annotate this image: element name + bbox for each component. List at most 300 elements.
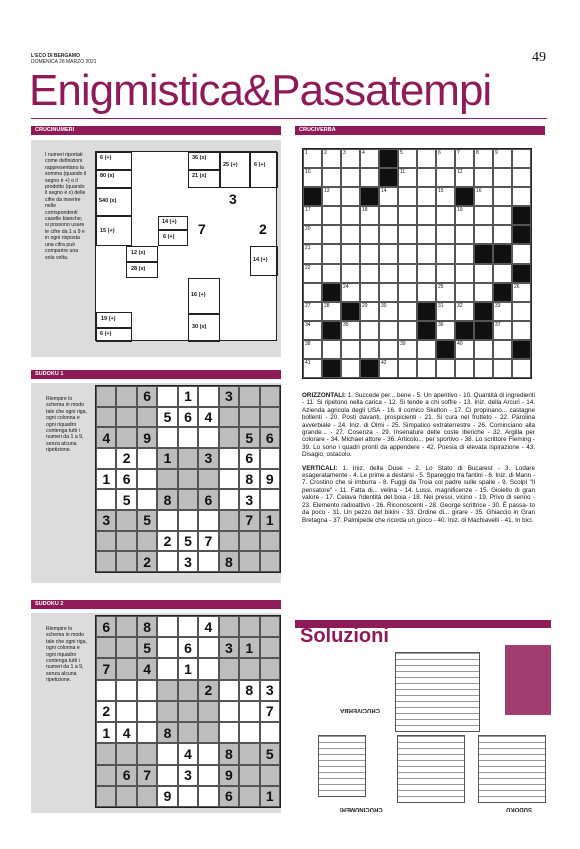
crossword-cell[interactable]	[322, 206, 341, 225]
sudoku-cell: 1	[260, 510, 280, 531]
crossword-black-cell	[417, 321, 436, 340]
sudoku-cell[interactable]	[116, 743, 136, 764]
crossword-cell[interactable]	[512, 168, 531, 187]
crossword-cell[interactable]	[398, 206, 417, 225]
crossword-cell[interactable]: 12	[455, 168, 474, 187]
crossword-cell[interactable]	[474, 283, 493, 302]
sudoku-cell[interactable]	[96, 786, 116, 807]
crossword-black-cell	[360, 359, 379, 378]
crossword-black-cell	[512, 264, 531, 283]
crossword-cell[interactable]	[512, 244, 531, 263]
sudoku-cell[interactable]	[239, 765, 259, 786]
sudoku-cell: 8	[219, 551, 239, 572]
sudoku-cell[interactable]	[260, 448, 280, 469]
crossword-cell[interactable]: 41	[303, 359, 322, 378]
crossword-cell[interactable]	[341, 168, 360, 187]
crossword-cell[interactable]	[322, 340, 341, 359]
sudoku-cell[interactable]	[239, 386, 259, 407]
sudoku-cell[interactable]	[116, 407, 136, 428]
sudoku-cell[interactable]	[219, 722, 239, 743]
crossword-cell[interactable]	[455, 244, 474, 263]
sudoku-cell[interactable]	[157, 427, 177, 448]
sudoku-cell[interactable]	[239, 531, 259, 552]
clue-box: 15 (+)	[96, 216, 132, 246]
sudoku-cell[interactable]	[96, 386, 116, 407]
crossword-cell[interactable]	[474, 206, 493, 225]
sudoku-cell: 4	[116, 722, 136, 743]
sudoku-cell[interactable]	[157, 616, 177, 637]
crossword-cell[interactable]: 34	[303, 321, 322, 340]
clue-box: 16 (+)	[188, 278, 220, 314]
crossword-cell[interactable]	[474, 168, 493, 187]
clue-box: 30 (x)	[188, 314, 220, 342]
crossword-cell[interactable]	[436, 359, 455, 378]
sudoku-cell: 1	[178, 386, 198, 407]
clue-box: 36 (x)	[188, 152, 220, 170]
crossword-cell[interactable]	[360, 283, 379, 302]
crossword-cell[interactable]	[379, 244, 398, 263]
clue-box: 14 (+)	[158, 216, 188, 230]
section-sudoku-1: SUDOKU 1	[31, 370, 281, 379]
solution-sudoku-2	[478, 735, 546, 803]
sudoku-cell[interactable]	[178, 489, 198, 510]
sudoku-cell[interactable]	[260, 722, 280, 743]
clues-across	[302, 392, 535, 459]
crossword-cell[interactable]	[417, 244, 436, 263]
clues-down-heading: VERTICALI:	[302, 464, 338, 472]
crossword-cell[interactable]: 20	[303, 225, 322, 244]
sudoku-cell: 2	[137, 551, 157, 572]
clue-box: 28 (x)	[126, 262, 158, 278]
sudoku-cell[interactable]	[96, 765, 116, 786]
crossword-cell[interactable]: 3	[341, 149, 360, 168]
crossword-cell[interactable]	[436, 206, 455, 225]
crossword-cell[interactable]	[417, 206, 436, 225]
sudoku-cell: 5	[157, 407, 177, 428]
crossword-cell[interactable]: 7	[455, 149, 474, 168]
sudoku-cell[interactable]	[198, 469, 218, 490]
crossword-cell[interactable]	[493, 168, 512, 187]
clue-box: 21 (x)	[188, 170, 220, 188]
sudoku-cell[interactable]	[219, 489, 239, 510]
sudoku-cell[interactable]	[96, 489, 116, 510]
sudoku-cell: 9	[219, 765, 239, 786]
crossword-cell[interactable]: 40	[455, 340, 474, 359]
crossword-black-cell	[493, 244, 512, 263]
sudoku-cell[interactable]	[157, 469, 177, 490]
crossword-cell[interactable]	[493, 225, 512, 244]
sudoku-cell[interactable]	[198, 765, 218, 786]
sudoku-cell[interactable]	[96, 448, 116, 469]
crossword-black-cell	[322, 359, 341, 378]
sudoku-cell[interactable]	[239, 551, 259, 572]
sudoku-cell[interactable]	[178, 786, 198, 807]
crossword-cell[interactable]: 33	[493, 302, 512, 321]
sudoku-cell[interactable]	[137, 531, 157, 552]
sudoku-cell: 3	[96, 510, 116, 531]
sudoku-cell[interactable]	[116, 531, 136, 552]
clues-down-text: 1. Iniz. della Duse - 2. Lo Stato di Bucarest - 3. Lodare esageratamente - 4. Le prime a destarsi - 5. Spareggio tra fantini - 6. Iniz. di Mann - 7. Crostino che si imburra - 8. Fuggì da Troia col padre sulle spalle - 9. Scolpì "Il pensatore" - 11. Fatta di... velina - 14. Lussi, magnificenze - 15. Gioiello di gran valore - 17. Celava l'identità del boia - 18. Nei pressi, vicino - 19. Privo di senno - 23. Elemento radioattivo - 26. Riconoscenti - 28. George scrittrice - 30. È passa- to da poco - 31. Un pezzo del bikini - 33. Ordine di... girare - 35. Ghiaccio in Gran Bretagna - 37. Palmipede che ricorda un gioco - 40. Iniz. di Machiavelli - 41. In bici.	[302, 464, 536, 524]
sudoku-cell[interactable]	[178, 469, 198, 490]
sudoku-cell[interactable]	[198, 701, 218, 722]
sudoku-cell[interactable]	[219, 448, 239, 469]
sudoku-cell[interactable]	[178, 616, 198, 637]
crossword-cell[interactable]	[341, 264, 360, 283]
crossword-cell[interactable]	[493, 264, 512, 283]
crossword-cell[interactable]	[417, 225, 436, 244]
crossword-cell[interactable]: 14	[379, 187, 398, 206]
crossword-cell[interactable]	[303, 283, 322, 302]
clue-box: 6 (+)	[250, 152, 278, 188]
sudoku-cell: 1	[96, 722, 116, 743]
sudoku-cell[interactable]	[198, 743, 218, 764]
crossword-cell[interactable]	[417, 359, 436, 378]
crossword-cell[interactable]	[341, 187, 360, 206]
crossword-cell[interactable]: 11	[398, 168, 417, 187]
sudoku-cell[interactable]	[219, 658, 239, 679]
crossword-black-cell	[360, 187, 379, 206]
crossword-cell[interactable]	[379, 206, 398, 225]
sudoku-cell[interactable]	[157, 510, 177, 531]
crossword-cell[interactable]	[436, 225, 455, 244]
crossword-cell[interactable]	[436, 264, 455, 283]
sudoku-cell[interactable]	[137, 722, 157, 743]
sudoku-cell[interactable]	[116, 658, 136, 679]
crossword-cell[interactable]	[512, 302, 531, 321]
crossword-cell[interactable]	[512, 149, 531, 168]
crossword-cell[interactable]: 29	[360, 302, 379, 321]
crossword-black-cell	[474, 244, 493, 263]
crossword-black-cell	[512, 340, 531, 359]
crossword-cell[interactable]: 30	[379, 302, 398, 321]
sudoku-cell[interactable]	[157, 658, 177, 679]
sudoku-cell[interactable]	[137, 469, 157, 490]
sudoku-cell[interactable]	[116, 551, 136, 572]
crossword-cell[interactable]	[493, 206, 512, 225]
crossword-cell[interactable]	[417, 149, 436, 168]
sudoku-cell[interactable]	[260, 407, 280, 428]
sudoku-cell: 3	[260, 680, 280, 701]
crossword-cell[interactable]	[398, 321, 417, 340]
crossword-cell[interactable]	[379, 225, 398, 244]
sudoku-cell[interactable]	[198, 722, 218, 743]
sudoku-cell[interactable]	[198, 637, 218, 658]
crossword-cell[interactable]: 26	[512, 283, 531, 302]
sudoku-cell[interactable]	[116, 786, 136, 807]
sudoku-cell[interactable]	[96, 551, 116, 572]
sudoku-cell: 1	[96, 469, 116, 490]
crossword-cell[interactable]	[398, 225, 417, 244]
sudoku-cell: 7	[239, 510, 259, 531]
crossword-cell[interactable]: 17	[303, 206, 322, 225]
sudoku-cell[interactable]	[219, 701, 239, 722]
clues-across-text: 1. Succede per... bene - 5. Un aperitivo - 10. Quantità di ingredienti - 11. Si ripetono nella carica - 12. Si tende a chi soffre - 13. Iniz. della Arcuri - 14. Azienda agricola degli USA - 16. Il comico Skelton - 17. Ci propinano... castagne bollenti - 20. Posti davanti, prospicienti - 21. Si cura nel frutteto - 22. Parolina avverbiale - 24. Iniz. di Olmi - 25. Simpatico extraterrestre - 26. Cominciano alla grande... - 27. Cosenza - 29. Insenature delle coste iberiche - 32. Argilla per colorare - 34. Michael attore - 36. Articolo... per sportivo - 38. Lo scrittore Fleming - 39. Lo sono i quadri pronti da appendere - 42. Poesia di elevata ispirazione - 43. Disagio, ostacolo.	[302, 392, 535, 459]
crossword-cell[interactable]	[398, 264, 417, 283]
crossword-cell[interactable]	[493, 359, 512, 378]
sudoku-cell[interactable]	[116, 427, 136, 448]
crossword-cell[interactable]	[455, 225, 474, 244]
solution-crucinumeri	[318, 735, 366, 797]
sudoku-cell[interactable]	[116, 510, 136, 531]
crossword-cell[interactable]	[474, 340, 493, 359]
crossword-cell[interactable]: 36	[436, 321, 455, 340]
sudoku-cell: 1	[157, 448, 177, 469]
crossword-cell[interactable]	[493, 187, 512, 206]
sudoku-cell[interactable]	[137, 489, 157, 510]
sudoku-cell[interactable]	[239, 616, 259, 637]
crossword-cell[interactable]	[360, 321, 379, 340]
sudoku-cell: 4	[198, 616, 218, 637]
clue-box: 25 (+)	[220, 152, 250, 188]
sudoku-cell[interactable]	[157, 551, 177, 572]
sudoku-cell[interactable]	[178, 680, 198, 701]
sudoku-cell[interactable]	[157, 680, 177, 701]
crossword-cell[interactable]	[398, 302, 417, 321]
crossword-cell[interactable]	[360, 264, 379, 283]
sudoku-cell: 5	[116, 489, 136, 510]
crossword-cell[interactable]: 32	[455, 302, 474, 321]
crossword-cell[interactable]	[360, 225, 379, 244]
crossword-cell[interactable]	[360, 340, 379, 359]
sudoku-cell[interactable]	[239, 407, 259, 428]
crossword-cell[interactable]	[512, 321, 531, 340]
crossword-cell[interactable]	[474, 225, 493, 244]
sudoku-cell[interactable]	[137, 448, 157, 469]
crossword-cell[interactable]	[455, 264, 474, 283]
crossword-cell[interactable]	[341, 359, 360, 378]
crossword-cell[interactable]: 10	[303, 168, 322, 187]
section-cruciverba: CRUCIVERBA	[295, 126, 545, 135]
sudoku-cell[interactable]	[137, 407, 157, 428]
sudoku-cell[interactable]	[198, 551, 218, 572]
sudoku-2-instructions: Riempire lo schema in modo tale che ogni riga, ogni colonna e ogni riquadro contenga tutti i numeri da 1 a 9, senza alcuna ripetizione.	[46, 626, 87, 684]
crossword-cell[interactable]: 37	[493, 321, 512, 340]
crossword-cell[interactable]: 16	[474, 187, 493, 206]
sudoku-cell: 6	[178, 637, 198, 658]
sudoku-cell: 3	[178, 765, 198, 786]
crossword-cell[interactable]: 27	[303, 302, 322, 321]
sudoku-cell[interactable]	[239, 722, 259, 743]
sudoku-cell[interactable]	[260, 551, 280, 572]
crossword-black-cell	[455, 187, 474, 206]
crossword-cell[interactable]	[360, 168, 379, 187]
sudoku-cell[interactable]	[198, 386, 218, 407]
crossword-cell[interactable]	[417, 264, 436, 283]
sudoku-cell[interactable]	[260, 765, 280, 786]
crossword-cell[interactable]	[398, 283, 417, 302]
crossword-black-cell	[341, 302, 360, 321]
crossword-cell[interactable]: 2	[322, 149, 341, 168]
sudoku-cell[interactable]	[137, 701, 157, 722]
clue-box: 540 (x)	[96, 188, 132, 216]
sudoku-cell[interactable]	[137, 786, 157, 807]
sudoku-cell[interactable]	[260, 616, 280, 637]
title-divider	[31, 118, 547, 119]
sudoku-cell[interactable]	[157, 765, 177, 786]
sudoku-cell[interactable]	[178, 448, 198, 469]
crossword-cell[interactable]	[417, 283, 436, 302]
crossword-cell[interactable]	[474, 264, 493, 283]
sudoku-cell: 4	[198, 407, 218, 428]
crossword-cell[interactable]: 21	[303, 244, 322, 263]
sudoku-cell[interactable]	[96, 637, 116, 658]
crossword-cell[interactable]	[436, 244, 455, 263]
sudoku-cell[interactable]	[260, 386, 280, 407]
sudoku-cell: 7	[198, 531, 218, 552]
sudoku-cell[interactable]	[260, 658, 280, 679]
crossword-cell[interactable]: 4	[360, 149, 379, 168]
sudoku-cell[interactable]	[219, 616, 239, 637]
crossword-cell[interactable]: 25	[436, 283, 455, 302]
crossword-cell[interactable]	[379, 340, 398, 359]
sudoku-cell: 7	[260, 701, 280, 722]
digit: 3	[229, 191, 237, 207]
sudoku-cell[interactable]	[157, 637, 177, 658]
sudoku-cell[interactable]	[178, 510, 198, 531]
crossword-cell[interactable]	[341, 244, 360, 263]
crossword-cell[interactable]	[341, 225, 360, 244]
sudoku-cell[interactable]	[219, 407, 239, 428]
sudoku-cell[interactable]	[116, 386, 136, 407]
crossword-cell[interactable]	[455, 283, 474, 302]
sudoku-cell: 2	[96, 701, 116, 722]
sudoku-cell: 1	[239, 637, 259, 658]
sudoku-cell[interactable]	[157, 743, 177, 764]
crossword-cell[interactable]	[322, 244, 341, 263]
sudoku-cell: 4	[178, 743, 198, 764]
crossword-cell[interactable]: 42	[379, 359, 398, 378]
solutions-accent	[505, 645, 551, 715]
crossword-cell[interactable]: 13	[322, 187, 341, 206]
clue-box: 6 (+)	[158, 230, 188, 246]
crossword-cell[interactable]: 1	[303, 149, 322, 168]
sudoku-cell[interactable]	[239, 658, 259, 679]
sudoku-2-grid[interactable]	[95, 615, 281, 808]
sudoku-cell[interactable]	[198, 510, 218, 531]
crossword-cell[interactable]	[379, 321, 398, 340]
crossword-cell[interactable]	[341, 340, 360, 359]
crossword-cell[interactable]: 15	[436, 187, 455, 206]
crossword-black-cell	[303, 187, 322, 206]
crossword-black-cell	[512, 206, 531, 225]
crossword-cell[interactable]	[455, 359, 474, 378]
crossword-cell[interactable]	[379, 264, 398, 283]
sudoku-cell[interactable]	[178, 427, 198, 448]
crossword-cell[interactable]: 22	[303, 264, 322, 283]
crossword-cell[interactable]	[322, 225, 341, 244]
sudoku-cell[interactable]	[239, 786, 259, 807]
crossword-cell[interactable]	[512, 187, 531, 206]
sudoku-cell[interactable]	[219, 510, 239, 531]
crossword-cell[interactable]	[512, 359, 531, 378]
crossword-cell[interactable]	[417, 187, 436, 206]
crossword-black-cell	[379, 149, 398, 168]
sudoku-cell[interactable]	[178, 722, 198, 743]
clues-down	[302, 465, 535, 524]
crossword-cell[interactable]	[322, 264, 341, 283]
crossword-cell[interactable]	[398, 244, 417, 263]
crossword-cell[interactable]	[417, 168, 436, 187]
sudoku-cell[interactable]	[96, 743, 116, 764]
crucinumeri-grid	[95, 151, 277, 341]
clue-box: 80 (x)	[96, 170, 132, 188]
crossword-cell[interactable]: 24	[341, 283, 360, 302]
crossword-cell[interactable]	[360, 244, 379, 263]
sudoku-cell: 8	[239, 680, 259, 701]
crossword-cell[interactable]	[417, 340, 436, 359]
crossword-cell[interactable]	[398, 187, 417, 206]
sudoku-cell[interactable]	[239, 743, 259, 764]
section-sudoku-2: SUDOKU 2	[31, 600, 281, 609]
sudoku-cell: 8	[157, 489, 177, 510]
sudoku-1-grid[interactable]	[95, 385, 281, 573]
sudoku-cell[interactable]	[219, 469, 239, 490]
sudoku-cell[interactable]	[260, 637, 280, 658]
issue-date: DOMENICA 28 MARZO 2021	[31, 59, 97, 65]
crossword-cell[interactable]: 6	[436, 149, 455, 168]
crossword-cell[interactable]	[322, 168, 341, 187]
crossword-cell[interactable]: 18	[360, 206, 379, 225]
crossword-cell[interactable]	[341, 206, 360, 225]
sudoku-cell[interactable]	[96, 407, 116, 428]
sudoku-cell[interactable]	[157, 386, 177, 407]
crossword-cell[interactable]	[379, 283, 398, 302]
crossword-cell[interactable]: 28	[322, 302, 341, 321]
sudoku-cell[interactable]	[260, 531, 280, 552]
sudoku-cell[interactable]	[219, 680, 239, 701]
crossword-clues	[302, 392, 535, 524]
crossword-cell[interactable]: 5	[398, 149, 417, 168]
crossword-cell[interactable]: 38	[303, 340, 322, 359]
crossword-cell[interactable]	[436, 168, 455, 187]
sudoku-cell[interactable]	[198, 427, 218, 448]
crossword-cell[interactable]: 31	[436, 302, 455, 321]
sudoku-cell[interactable]	[116, 680, 136, 701]
crossword-cell[interactable]: 39	[398, 340, 417, 359]
crossword-cell[interactable]	[474, 359, 493, 378]
crossword-cell[interactable]: 35	[341, 321, 360, 340]
sudoku-cell: 6	[116, 765, 136, 786]
sudoku-cell[interactable]	[157, 701, 177, 722]
sudoku-cell: 7	[96, 658, 116, 679]
sudoku-cell[interactable]	[219, 427, 239, 448]
sudoku-cell[interactable]	[96, 531, 116, 552]
crossword-cell[interactable]: 9	[493, 149, 512, 168]
crossword-cell[interactable]: 8	[474, 149, 493, 168]
sudoku-cell[interactable]	[219, 531, 239, 552]
crossword-grid[interactable]	[302, 148, 532, 379]
sudoku-cell[interactable]	[96, 680, 116, 701]
clue-box: 12 (x)	[126, 246, 158, 262]
sudoku-cell: 6	[137, 386, 157, 407]
sudoku-cell[interactable]	[116, 637, 136, 658]
sudoku-cell[interactable]	[137, 743, 157, 764]
crossword-cell[interactable]: 19	[455, 206, 474, 225]
sudoku-cell[interactable]	[239, 701, 259, 722]
sudoku-cell[interactable]	[116, 701, 136, 722]
sudoku-cell[interactable]	[137, 680, 157, 701]
sudoku-cell: 8	[137, 616, 157, 637]
sudoku-cell[interactable]	[260, 489, 280, 510]
solution-label-sudoku: SUDOKU	[506, 806, 533, 812]
sudoku-cell[interactable]	[178, 701, 198, 722]
crossword-cell[interactable]	[398, 359, 417, 378]
crossword-cell[interactable]	[493, 340, 512, 359]
sudoku-cell[interactable]	[198, 658, 218, 679]
sudoku-cell[interactable]	[198, 786, 218, 807]
sudoku-cell[interactable]	[116, 616, 136, 637]
sudoku-cell: 9	[137, 427, 157, 448]
